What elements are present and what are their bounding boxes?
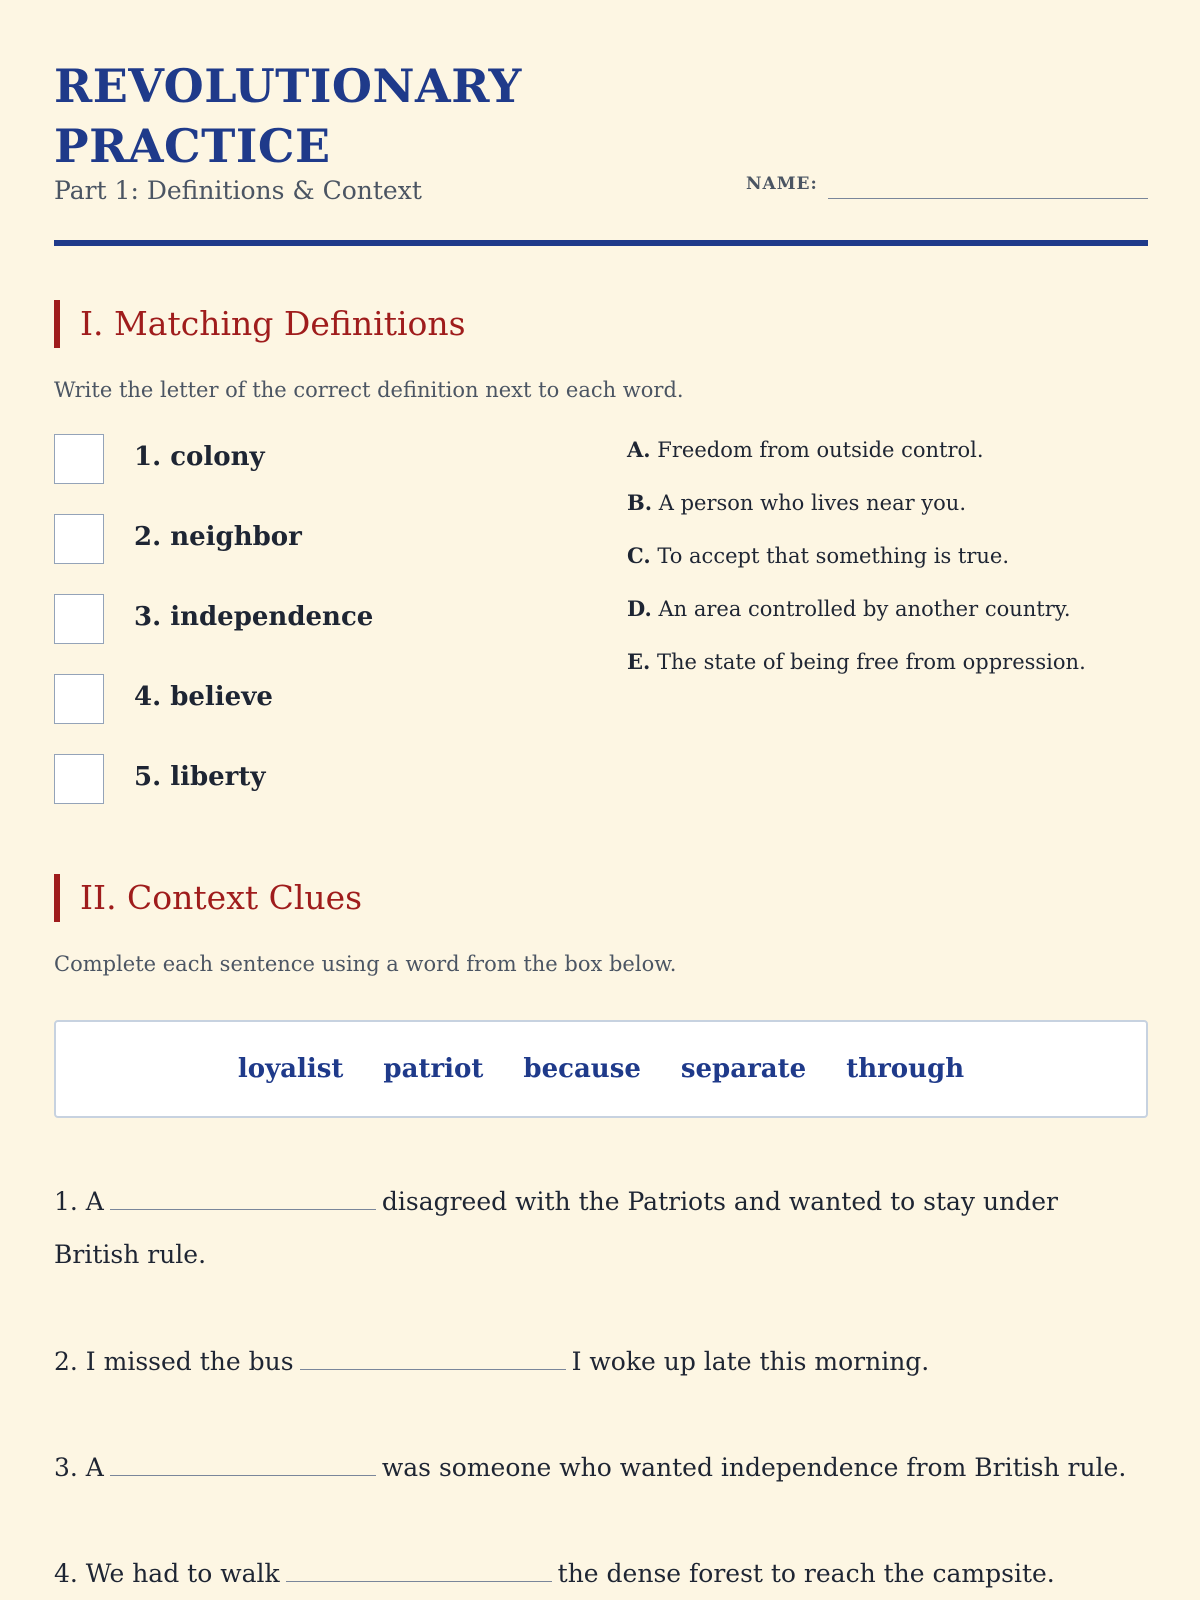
title-line-1: REVOLUTIONARY — [54, 59, 522, 113]
sentence-end: I woke up late this morning. — [571, 1347, 930, 1376]
definition-b — [627, 490, 966, 515]
vocab-word-5: 5. liberty — [134, 762, 266, 792]
context-instructions: Complete each sentence using a word from the box below. — [54, 952, 677, 976]
vocab-word-4: 4. believe — [134, 682, 273, 712]
definition-letter: B. — [627, 490, 653, 515]
sentence-end: was someone who wanted independence from British rule. — [381, 1453, 1127, 1482]
word-bank-item: because — [523, 1054, 641, 1084]
answer-box-3[interactable] — [54, 594, 104, 644]
answer-box-4[interactable] — [54, 674, 104, 724]
definition-letter: A. — [627, 437, 651, 462]
vocab-word-1: 1. colony — [134, 442, 265, 472]
sentence-start: 2. I missed the bus — [54, 1347, 294, 1376]
definition-c — [627, 543, 1009, 568]
definition-letter: D. — [627, 596, 652, 621]
word-bank-item: patriot — [383, 1054, 484, 1084]
context-sentence-1 — [54, 1175, 1148, 1281]
definition-text: To accept that something is true. — [657, 544, 1010, 568]
definition-letter: C. — [627, 543, 651, 568]
header-divider — [54, 240, 1148, 246]
context-sentence-2 — [54, 1335, 1148, 1388]
definition-letter: E. — [627, 649, 651, 674]
definition-text: The state of being free from oppression. — [657, 650, 1086, 674]
answer-blank-1[interactable] — [110, 1189, 376, 1210]
answer-blank-4[interactable] — [286, 1561, 552, 1582]
answer-box-5[interactable] — [54, 754, 104, 804]
page-subtitle: Part 1: Definitions & Context — [54, 176, 422, 205]
answer-blank-3[interactable] — [110, 1455, 376, 1476]
answer-box-1[interactable] — [54, 434, 104, 484]
section-heading-matching: I. Matching Definitions — [54, 300, 466, 348]
word-bank — [54, 1020, 1148, 1118]
context-sentence-4 — [54, 1547, 1148, 1600]
definition-text: An area controlled by another country. — [658, 597, 1071, 621]
name-label: NAME: — [746, 174, 818, 194]
worksheet-header — [54, 56, 1148, 246]
sentence-start: 3. A — [54, 1453, 104, 1482]
vocab-word-3: 3. independence — [134, 602, 374, 632]
page-title — [54, 56, 654, 176]
matching-row-3 — [54, 594, 574, 648]
title-line-2: PRACTICE — [54, 119, 331, 173]
matching-instructions: Write the letter of the correct definition next to each word. — [54, 378, 684, 402]
sentence-end: the dense forest to reach the campsite. — [557, 1559, 1055, 1588]
matching-row-1 — [54, 434, 574, 488]
word-bank-item: loyalist — [237, 1054, 344, 1084]
definition-text: Freedom from outside control. — [657, 438, 984, 462]
section-heading-context: II. Context Clues — [54, 874, 362, 922]
vocab-word-2: 2. neighbor — [134, 522, 302, 552]
word-bank-item: separate — [680, 1054, 807, 1084]
word-bank-item: through — [846, 1054, 965, 1084]
definition-text: A person who lives near you. — [658, 491, 967, 515]
sentence-start: 1. A — [54, 1187, 104, 1216]
answer-box-2[interactable] — [54, 514, 104, 564]
sentence-end: disagreed with the Patriots and wanted to stay under British rule. — [54, 1187, 1058, 1269]
context-sentence-3 — [54, 1441, 1148, 1494]
sentence-start: 4. We had to walk — [54, 1559, 280, 1588]
definition-e — [627, 649, 1086, 674]
matching-row-5 — [54, 754, 574, 808]
matching-row-4 — [54, 674, 574, 728]
matching-row-2 — [54, 514, 574, 568]
definition-a — [627, 437, 984, 462]
answer-blank-2[interactable] — [300, 1349, 566, 1370]
name-field[interactable] — [828, 198, 1148, 199]
definition-d — [627, 596, 1071, 621]
